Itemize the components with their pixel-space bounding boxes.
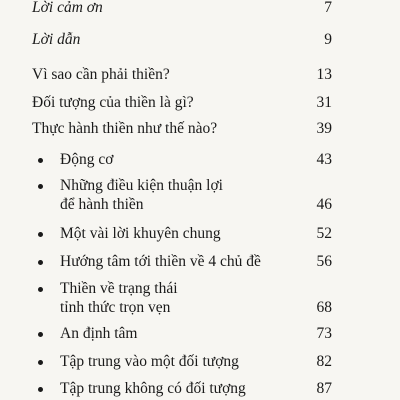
toc-entry-page: 46 (316, 196, 332, 213)
toc-entry-page: 31 (316, 94, 332, 111)
toc-entry-label: Đối tượng của thiền là gì? (32, 94, 194, 111)
toc-entry-page: 7 (324, 0, 332, 16)
toc-entry-label: An định tâm (60, 325, 138, 342)
toc-entry-label: Hướng tâm tới thiền về 4 chủ đề (60, 253, 261, 270)
toc-entry-label: Lời dẫn (32, 31, 81, 48)
toc-entry-page: 13 (316, 66, 332, 83)
bullet-icon (38, 360, 43, 365)
bullet-icon (38, 387, 43, 392)
toc-entry-label: để hành thiền (60, 196, 144, 213)
toc-entry-page: 56 (316, 253, 332, 270)
toc-entry-label: Một vài lời khuyên chung (60, 225, 221, 242)
toc-entry-page: 87 (316, 380, 332, 397)
bullet-icon (38, 184, 43, 189)
bullet-icon (38, 260, 43, 265)
toc-entry-page: 9 (324, 31, 332, 48)
toc-entry-page: 39 (316, 120, 332, 137)
toc-entry-page: 68 (316, 299, 332, 316)
toc-entry-label: Những điều kiện thuận lợi (60, 177, 223, 194)
toc-entry-label: Thực hành thiền như thế nào? (32, 120, 218, 137)
toc-entry-label: Thiền về trạng thái (60, 280, 178, 297)
toc-entry-label: Vì sao cần phải thiền? (32, 66, 170, 83)
toc-entry-page: 82 (316, 353, 332, 370)
toc-entry-page: 73 (316, 325, 332, 342)
bullet-icon (38, 287, 43, 292)
toc-entry-label: Tập trung không có đối tượng (60, 380, 246, 397)
toc-entry-label: tỉnh thức trọn vẹn (60, 299, 171, 316)
toc-entry-page: 43 (316, 151, 332, 168)
bullet-icon (38, 232, 43, 237)
bullet-icon (38, 158, 43, 163)
toc-entry-label: Lời cảm ơn (32, 0, 103, 16)
toc-entry-page: 52 (316, 225, 332, 242)
toc-entry-label: Tập trung vào một đối tượng (60, 353, 239, 370)
toc-entry-label: Động cơ (60, 151, 114, 168)
bullet-icon (38, 332, 43, 337)
